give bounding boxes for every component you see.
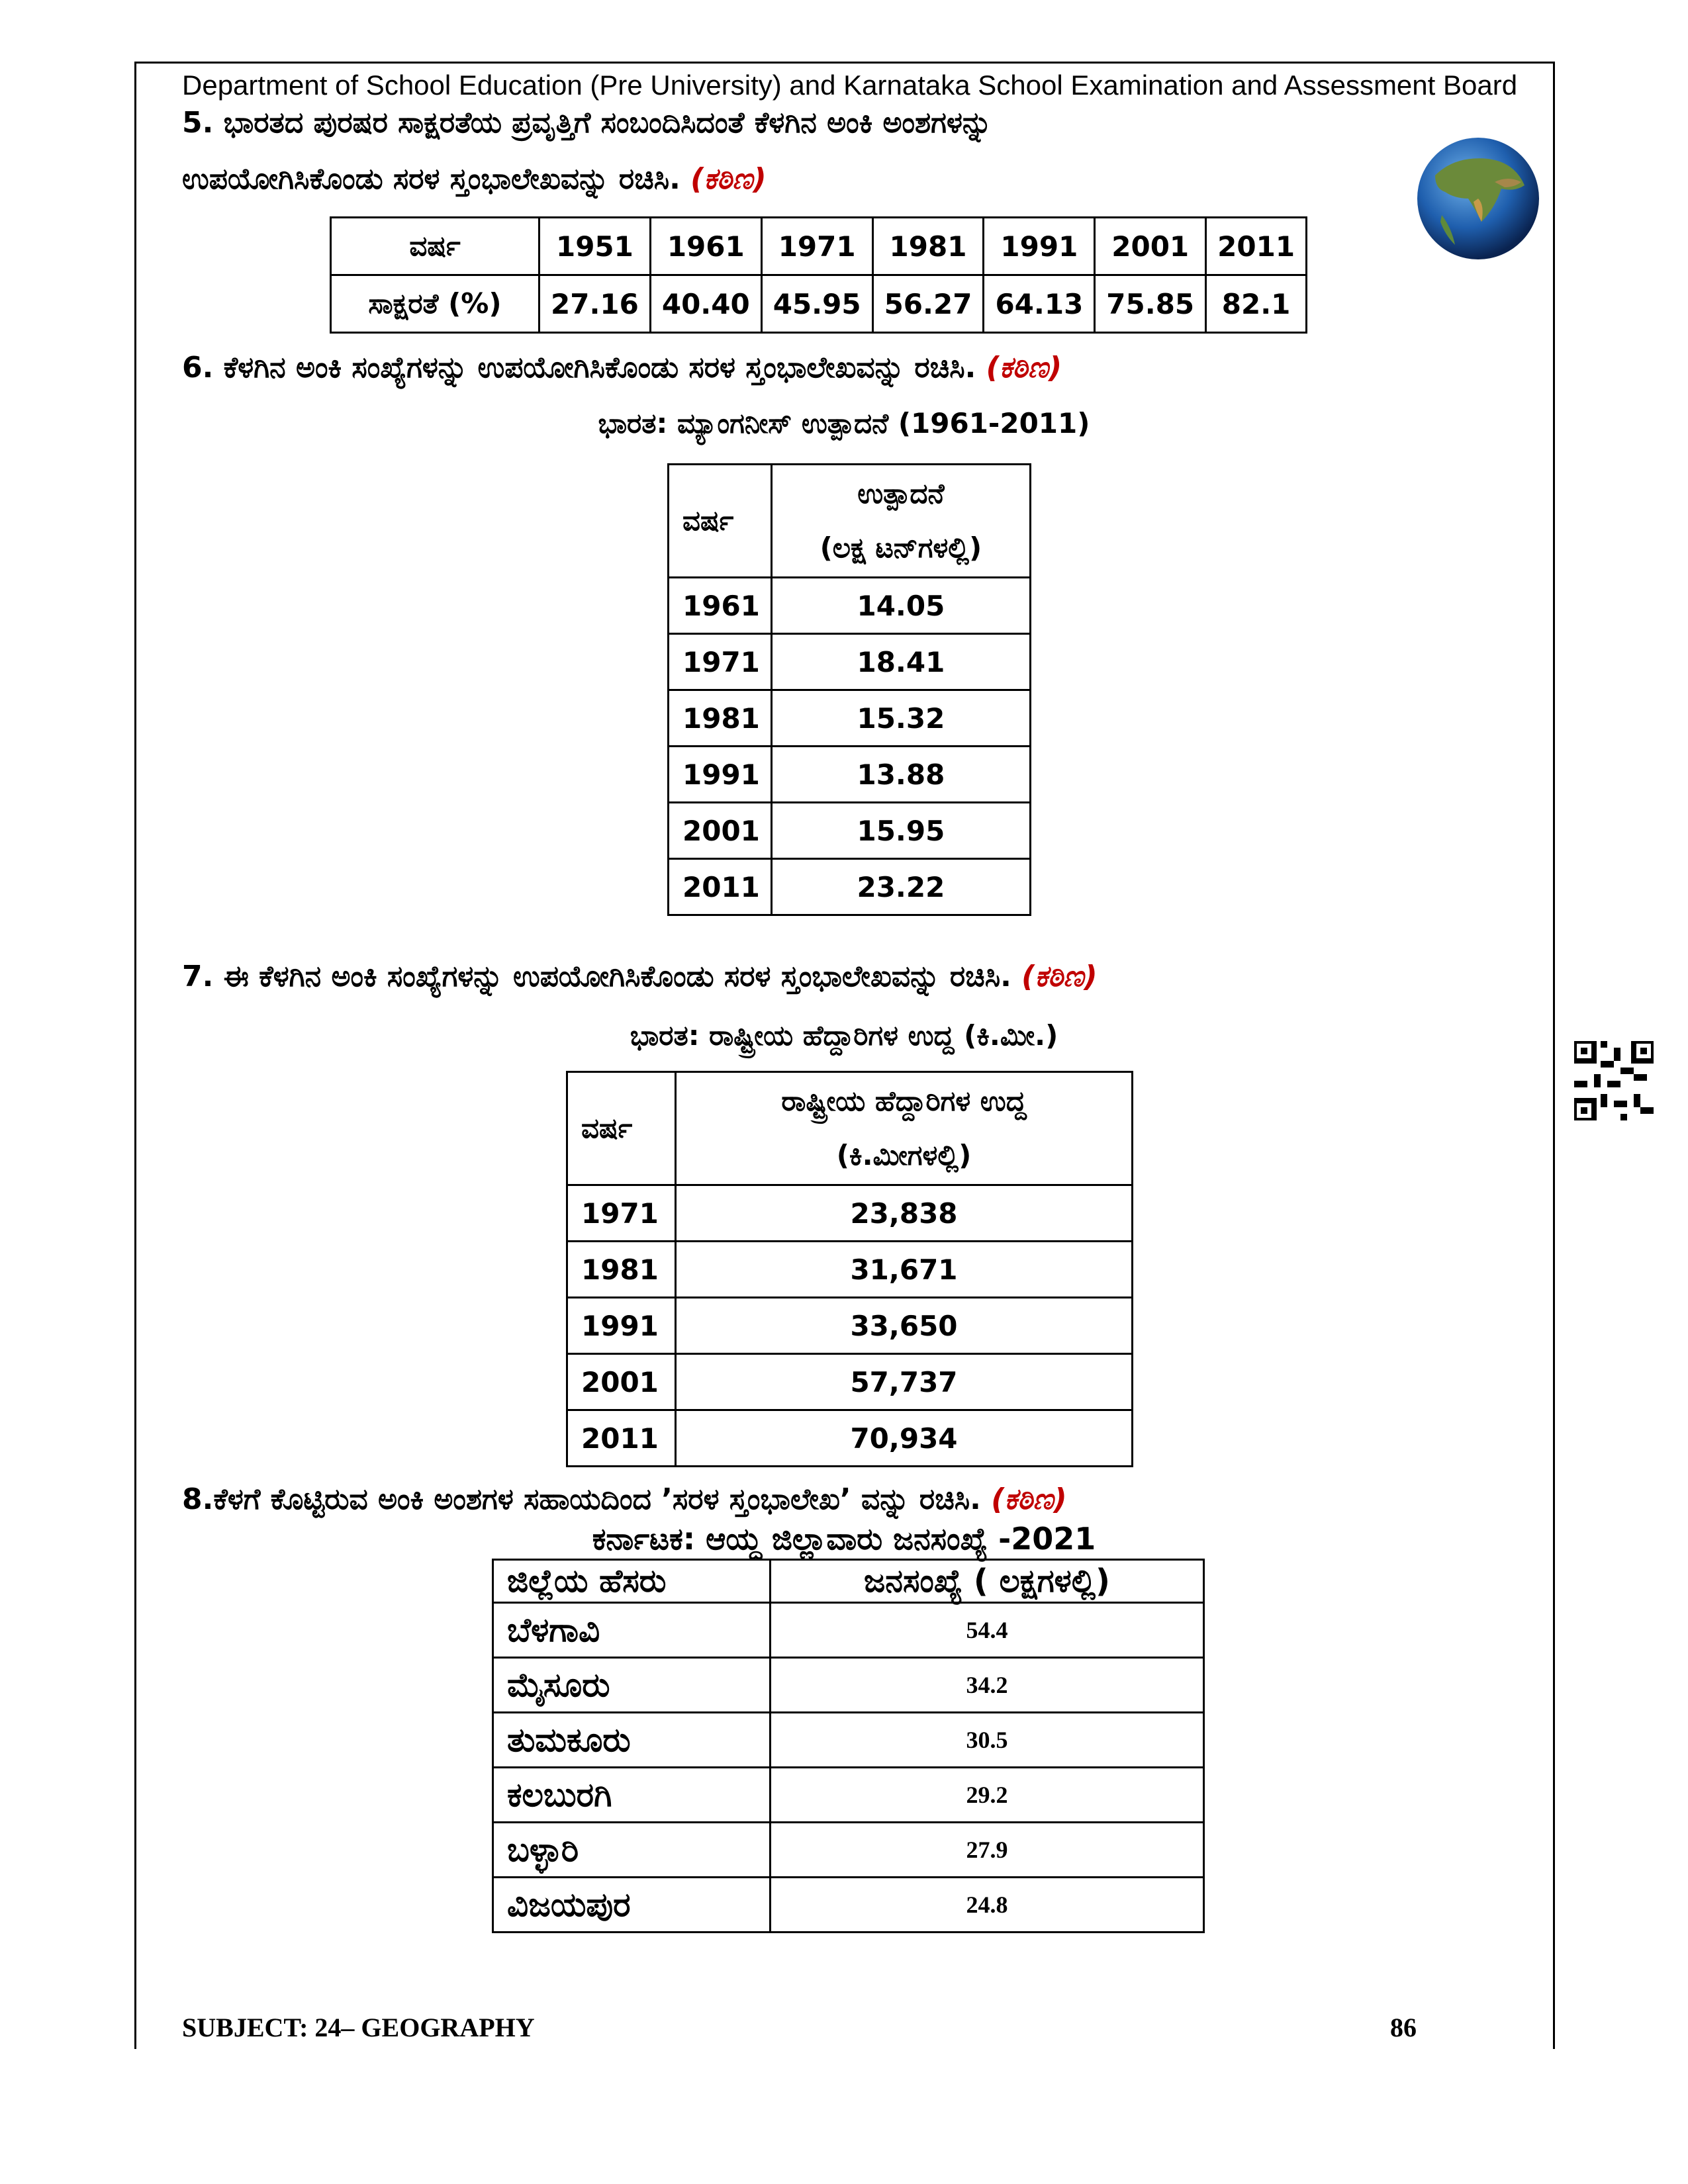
- globe-icon: [1415, 136, 1541, 261]
- value-cell: 33,650: [676, 1298, 1133, 1354]
- value-cell: 14.05: [771, 578, 1030, 634]
- q8-line: [182, 1482, 1067, 1516]
- value-cell: 57,737: [676, 1354, 1133, 1410]
- table-row: [493, 1768, 1204, 1823]
- year-cell: 2011: [567, 1410, 676, 1467]
- qr-code-icon[interactable]: [1574, 1041, 1654, 1120]
- q5-line1: 5. ಭಾರತದ ಪುರಷರ ಸಾಕ್ಷರತೆಯ ಪ್ರವೃತ್ತಿಗೆ ಸಂಬಂದಿಸಿದಂತೆ ಕೆಳಗಿನ ಅಂಕಿ ಅಂಶಗಳನ್ನು: [182, 106, 992, 140]
- highways-table: [566, 1071, 1133, 1467]
- value-cell: 64.13: [984, 275, 1095, 333]
- value-cell: 40.40: [650, 275, 761, 333]
- year-cell: 2001: [669, 803, 772, 859]
- district-cell: ಬೆಳಗಾವಿ: [493, 1603, 771, 1658]
- value-cell: 13.88: [771, 747, 1030, 803]
- table-header-row: [567, 1072, 1133, 1185]
- district-cell: ವಿಜಯಪುರ: [493, 1878, 771, 1933]
- q6-difficulty: (ಕಠಿಣ): [986, 351, 1062, 385]
- literacy-table: [330, 216, 1307, 334]
- value-cell: 18.41: [771, 634, 1030, 690]
- table-row: [567, 1410, 1133, 1467]
- value-cell: 15.32: [771, 690, 1030, 747]
- header-year: ವರ್ಷ: [669, 465, 772, 578]
- year-cell: 1971: [567, 1185, 676, 1242]
- q8-question: 8.ಕೆಳಗೆ ಕೊಟ್ಟಿರುವ ಅಂಕಿ ಅಂಶಗಳ ಸಹಾಯದಿಂದ ’ಸರಳ ಸ್ತಂಭಾಲೇಖ’ ವನ್ನು ರಚಿಸಿ.: [182, 1482, 981, 1516]
- row-label: ವರ್ಷ: [331, 218, 539, 275]
- q7-question: 7. ಈ ಕೆಳಗಿನ ಅಂಕಿ ಸಂಖ್ಯೆಗಳನ್ನು ಉಪಯೋಗಿಸಿಕೊಂಡು ಸರಳ ಸ್ತಂಭಾಲೇಖವನ್ನು ರಚಿಸಿ.: [182, 960, 1011, 993]
- table-row: [567, 1185, 1133, 1242]
- value-cell: 56.27: [872, 275, 984, 333]
- page-number: 86: [1390, 2013, 1417, 2042]
- header-line1: ರಾಷ್ಟ್ರೀಯ ಹೆದ್ದಾರಿಗಳ ಉದ್ದ: [781, 1085, 1027, 1117]
- header-line1: ಉತ್ಪಾದನೆ: [857, 477, 945, 510]
- year-cell: 2001: [567, 1354, 676, 1410]
- year-cell: 1971: [761, 218, 872, 275]
- header-production: [771, 465, 1030, 578]
- table-row: [493, 1713, 1204, 1768]
- value-cell: 54.4: [771, 1603, 1204, 1658]
- q8-difficulty: (ಕಠಿಣ): [991, 1482, 1067, 1516]
- table-row: [669, 859, 1031, 915]
- year-cell: 2011: [669, 859, 772, 915]
- value-cell: 24.8: [771, 1878, 1204, 1933]
- q6-title: ಭಾರತ: ಮ್ಯಾಂಗನೀಸ್ ಉತ್ಪಾದನೆ (1961-2011): [598, 407, 1090, 439]
- value-cell: 15.95: [771, 803, 1030, 859]
- page-header: Department of School Education (Pre University) and Karnataka School Examination and Assessment Board: [182, 69, 1518, 101]
- table-row: [493, 1878, 1204, 1933]
- table-row: [669, 690, 1031, 747]
- district-cell: ಮೈಸೂರು: [493, 1658, 771, 1713]
- value-cell: 30.5: [771, 1713, 1204, 1768]
- table-row: [567, 1242, 1133, 1298]
- value-cell: 23.22: [771, 859, 1030, 915]
- q7-difficulty: (ಕಠಿಣ): [1021, 960, 1098, 993]
- district-cell: ಕಲಬುರಗಿ: [493, 1768, 771, 1823]
- table-header-row: [669, 465, 1031, 578]
- value-cell: 27.9: [771, 1823, 1204, 1878]
- year-cell: 1991: [567, 1298, 676, 1354]
- value-cell: 75.85: [1095, 275, 1206, 333]
- q7-title: ಭಾರತ: ರಾಷ್ಟ್ರೀಯ ಹೆದ್ದಾರಿಗಳ ಉದ್ದ (ಕಿ.ಮೀ.): [630, 1019, 1058, 1052]
- header-year: ವರ್ಷ: [567, 1072, 676, 1185]
- population-table: [492, 1559, 1205, 1933]
- q5-difficulty: (ಕಠಿಣ): [690, 162, 767, 196]
- year-cell: 1951: [539, 218, 651, 275]
- table-row: [567, 1298, 1133, 1354]
- year-cell: 1961: [650, 218, 761, 275]
- header-district: ಜಿಲ್ಲೆಯ ಹೆಸರು: [493, 1560, 771, 1603]
- q5-line2: [182, 162, 767, 196]
- value-cell: 29.2: [771, 1768, 1204, 1823]
- year-cell: 1991: [669, 747, 772, 803]
- header-length: [676, 1072, 1133, 1185]
- year-cell: 2001: [1095, 218, 1206, 275]
- manganese-table: [667, 463, 1031, 916]
- value-cell: 27.16: [539, 275, 651, 333]
- year-cell: 1981: [567, 1242, 676, 1298]
- table-row: [331, 275, 1307, 333]
- value-cell: 34.2: [771, 1658, 1204, 1713]
- table-row: [493, 1658, 1204, 1713]
- table-row: [493, 1603, 1204, 1658]
- q6-line: [182, 351, 1062, 385]
- value-cell: 45.95: [761, 275, 872, 333]
- year-cell: 1991: [984, 218, 1095, 275]
- value-cell: 31,671: [676, 1242, 1133, 1298]
- table-row: [669, 747, 1031, 803]
- district-cell: ಬಳ್ಳಾರಿ: [493, 1823, 771, 1878]
- header-line2: (ಲಕ್ಷ ಟನ್‌ಗಳಲ್ಲಿ): [820, 531, 982, 564]
- q5-question: ಉಪಯೋಗಿಸಿಕೊಂಡು ಸರಳ ಸ್ತಂಭಾಲೇಖವನ್ನು ರಚಿಸಿ.: [182, 162, 680, 196]
- footer-subject: SUBJECT: 24– GEOGRAPHY: [182, 2013, 535, 2042]
- table-row: [493, 1823, 1204, 1878]
- table-header-row: [493, 1560, 1204, 1603]
- row-label: ಸಾಕ್ಷರತೆ (%): [331, 275, 539, 333]
- year-cell: 1981: [872, 218, 984, 275]
- year-cell: 1971: [669, 634, 772, 690]
- q7-line: [182, 960, 1098, 993]
- q6-question: 6. ಕೆಳಗಿನ ಅಂಕಿ ಸಂಖ್ಯೆಗಳನ್ನು ಉಪಯೋಗಿಸಿಕೊಂಡು ಸರಳ ಸ್ತಂಭಾಲೇಖವನ್ನು ರಚಿಸಿ.: [182, 351, 976, 385]
- q8-title: ಕರ್ನಾಟಕ: ಆಯ್ದ ಜಿಲ್ಲಾವಾರು ಜನಸಂಖ್ಯೆ -2021: [592, 1521, 1096, 1557]
- district-cell: ತುಮಕೂರು: [493, 1713, 771, 1768]
- value-cell: 70,934: [676, 1410, 1133, 1467]
- table-row: [567, 1354, 1133, 1410]
- table-row: [669, 634, 1031, 690]
- year-cell: 2011: [1206, 218, 1307, 275]
- header-line2: (ಕಿ.ಮೀಗಳಲ್ಲಿ): [836, 1139, 972, 1171]
- table-row: [669, 578, 1031, 634]
- year-cell: 1961: [669, 578, 772, 634]
- value-cell: 23,838: [676, 1185, 1133, 1242]
- table-row: [669, 803, 1031, 859]
- table-row: [331, 218, 1307, 275]
- year-cell: 1981: [669, 690, 772, 747]
- header-population: ಜನಸಂಖ್ಯೆ ( ಲಕ್ಷಗಳಲ್ಲಿ): [771, 1560, 1204, 1603]
- value-cell: 82.1: [1206, 275, 1307, 333]
